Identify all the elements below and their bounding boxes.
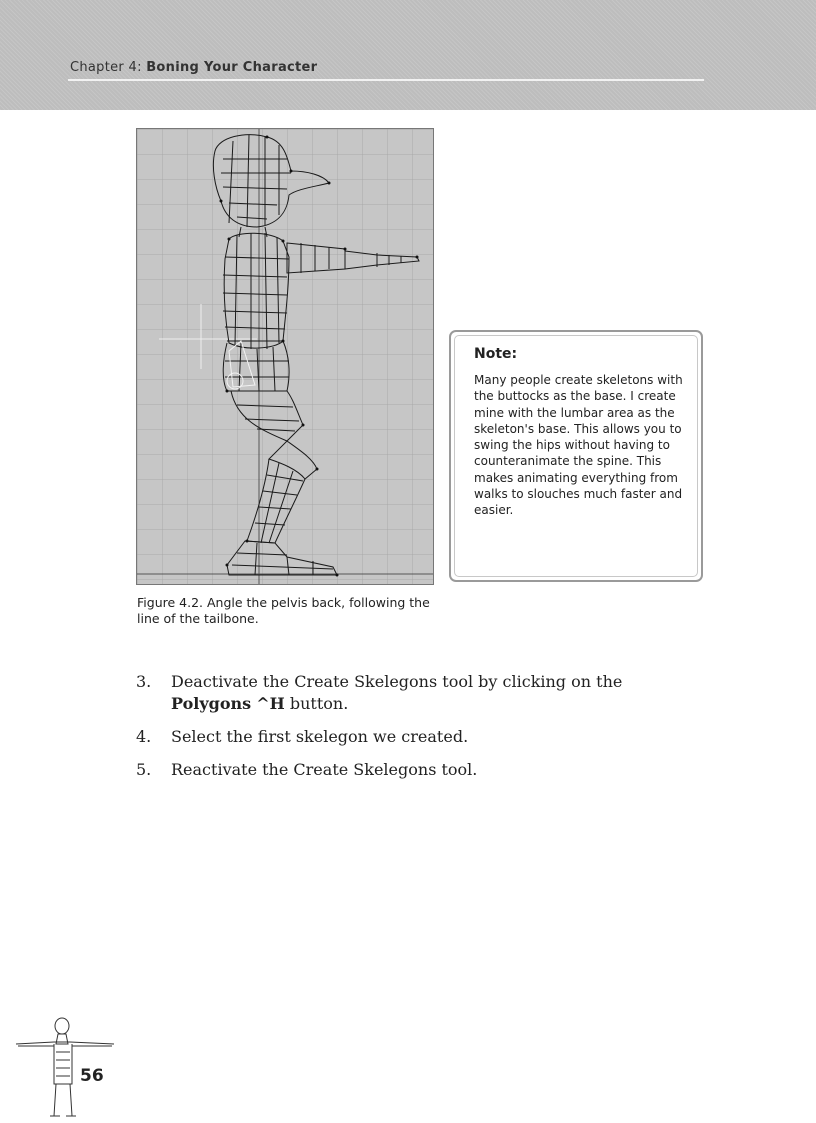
step-number: 5. <box>136 760 152 779</box>
note-title: Note: <box>474 346 518 362</box>
page-number: 56 <box>80 1066 104 1086</box>
skeleton-figure-icon <box>14 1014 124 1118</box>
header-band <box>0 0 816 110</box>
step-text: Reactivate the Create Skelegons tool. <box>171 760 478 779</box>
step-bold-term: Polygons <box>171 694 252 713</box>
note-box <box>449 330 703 582</box>
list-item <box>136 671 706 715</box>
step-text: Deactivate the Create Skelegons tool by clicking on the <box>171 672 623 691</box>
figure-caption: Figure 4.2. Angle the pelvis back, following the line of the tailbone. <box>137 595 430 626</box>
chapter-title: Boning Your Character <box>146 60 318 75</box>
figure-wireframe-viewport <box>136 128 434 585</box>
running-header <box>70 60 317 75</box>
list-item <box>136 759 706 781</box>
note-body: Many people create skeletons with the buttocks as the base. I create mine with the lumbar area as the skeleton's base. This allows you to swing the hips without having to counteranimate the spine. This makes animating everything from walks to slouches much faster and easier. <box>474 373 683 518</box>
step-text-end: button. <box>284 694 349 713</box>
chapter-label: Chapter 4: <box>70 60 147 75</box>
list-item <box>136 726 706 748</box>
step-number: 4. <box>136 727 152 746</box>
header-rule <box>68 79 704 81</box>
step-bold-shortcut: ^H <box>256 694 285 713</box>
step-number: 3. <box>136 672 152 691</box>
step-text: Select the first skelegon we created. <box>171 727 469 746</box>
wireframe-character-image <box>137 129 433 584</box>
steps-list <box>136 671 706 792</box>
